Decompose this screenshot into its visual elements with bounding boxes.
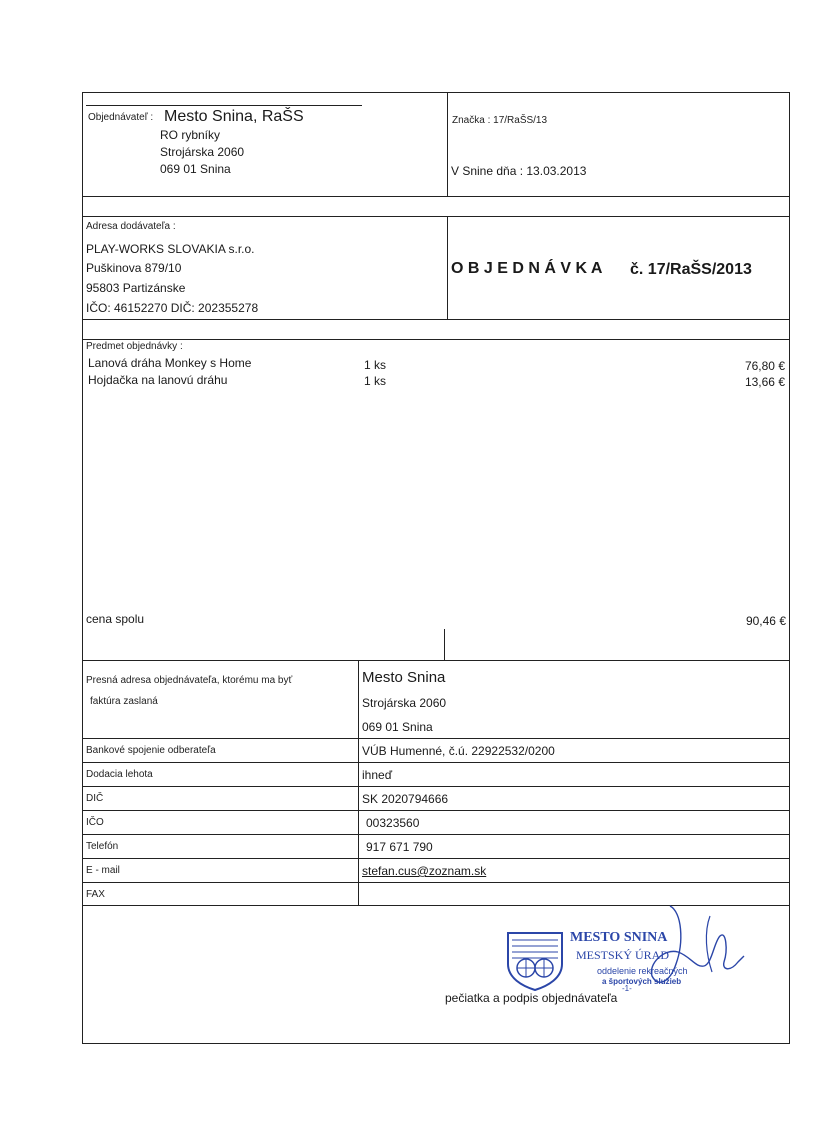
items-top-line — [82, 339, 789, 340]
item-price: 13,66 € — [744, 375, 785, 389]
supplier-bottom-line — [82, 319, 789, 320]
signature-caption: pečiatka a podpis objednávateľa — [445, 991, 618, 1005]
supplier-label: Adresa dodávateľa : — [86, 221, 176, 232]
item-quantity: 1 ks — [364, 358, 387, 372]
phone-label: Telefón — [86, 841, 119, 852]
email-label: E - mail — [86, 865, 120, 876]
invoice-line-1: Strojárska 2060 — [362, 696, 447, 710]
ico-label: IČO — [86, 817, 104, 828]
details-row-line-2 — [82, 762, 789, 763]
details-row-line-5 — [82, 834, 789, 835]
supplier-line-2: Puškinova 879/10 — [86, 261, 182, 275]
details-row-line-6 — [82, 858, 789, 859]
invoice-address-label-cont: faktúra zaslaná — [90, 696, 158, 707]
frame-left-border — [82, 92, 83, 1044]
city-emblem-icon — [504, 930, 566, 992]
date-line: V Snine dňa : 13.03.2013 — [451, 164, 587, 178]
items-label: Predmet objednávky : — [86, 341, 183, 352]
orderer-name: Mesto Snina, RaŠS — [164, 108, 304, 125]
details-row-line-7 — [82, 882, 789, 883]
invoice-address-label: Presná adresa objednávateľa, ktorému ma byť — [86, 675, 293, 686]
list-item — [82, 356, 788, 372]
item-quantity: 1 ks — [364, 374, 387, 388]
reference-number: Značka : 17/RaŠS/13 — [452, 115, 548, 126]
dic-value: SK 2020794666 — [362, 792, 449, 806]
details-divider — [358, 660, 359, 905]
invoice-line-2: 069 01 Snina — [362, 720, 433, 734]
item-price: 76,80 € — [744, 359, 785, 373]
order-heading: O B J E D N Á V K A — [451, 260, 603, 277]
details-row-line-3 — [82, 786, 789, 787]
email-value[interactable]: stefan.cus@zoznam.sk — [362, 864, 487, 878]
supplier-line-1: PLAY-WORKS SLOVAKIA s.r.o. — [86, 242, 255, 256]
stamp-line-2: a športových služieb — [602, 977, 682, 986]
stamp-title: MESTO SNINA — [570, 930, 668, 945]
supplier-top-line — [82, 216, 789, 217]
bank-label: Bankové spojenie odberateľa — [86, 745, 216, 756]
frame-top-border — [82, 92, 789, 93]
phone-value: 917 671 790 — [366, 840, 433, 854]
items-tick-mark — [444, 629, 445, 660]
orderer-line-1: RO rybníky — [160, 128, 221, 142]
total-label: cena spolu — [86, 612, 145, 626]
supplier-line-3: 95803 Partizánske — [86, 281, 186, 295]
items-bottom-line — [82, 660, 789, 661]
stamp-subtitle: MESTSKÝ ÚRAD — [576, 948, 670, 962]
details-row-line-1 — [82, 738, 789, 739]
item-name: Hojdačka na lanovú dráhu — [88, 373, 228, 387]
bank-value: VÚB Humenné, č.ú. 22922532/0200 — [362, 744, 555, 758]
header-bottom-line — [82, 196, 789, 197]
delivery-value: ihneď — [362, 768, 393, 782]
signature-scribble — [640, 902, 750, 992]
orderer-line-2: Strojárska 2060 — [160, 145, 245, 159]
supplier-divider — [447, 216, 448, 320]
header-divider — [447, 92, 448, 196]
list-item — [82, 373, 788, 389]
delivery-label: Dodacia lehota — [86, 769, 153, 780]
orderer-line-3: 069 01 Snina — [160, 162, 231, 176]
frame-bottom-border — [82, 1043, 789, 1044]
supplier-line-4: IČO: 46152270 DIČ: 202355278 — [86, 301, 259, 315]
frame-right-border — [789, 92, 790, 1044]
ico-value: 00323560 — [366, 816, 420, 830]
details-row-line-4 — [82, 810, 789, 811]
stamp-line-1: oddelenie rekreačných — [597, 966, 688, 976]
orderer-label: Objednávateľ : — [88, 112, 154, 123]
total-value: 90,46 € — [745, 614, 786, 628]
stamp-number: -1- — [622, 984, 632, 993]
item-name: Lanová dráha Monkey s Home — [88, 356, 252, 370]
dic-label: DIČ — [86, 793, 104, 804]
order-number: č. 17/RaŠS/2013 — [630, 261, 752, 278]
header-underline — [86, 105, 362, 106]
invoice-name: Mesto Snina — [362, 669, 446, 686]
fax-label: FAX — [86, 889, 105, 900]
